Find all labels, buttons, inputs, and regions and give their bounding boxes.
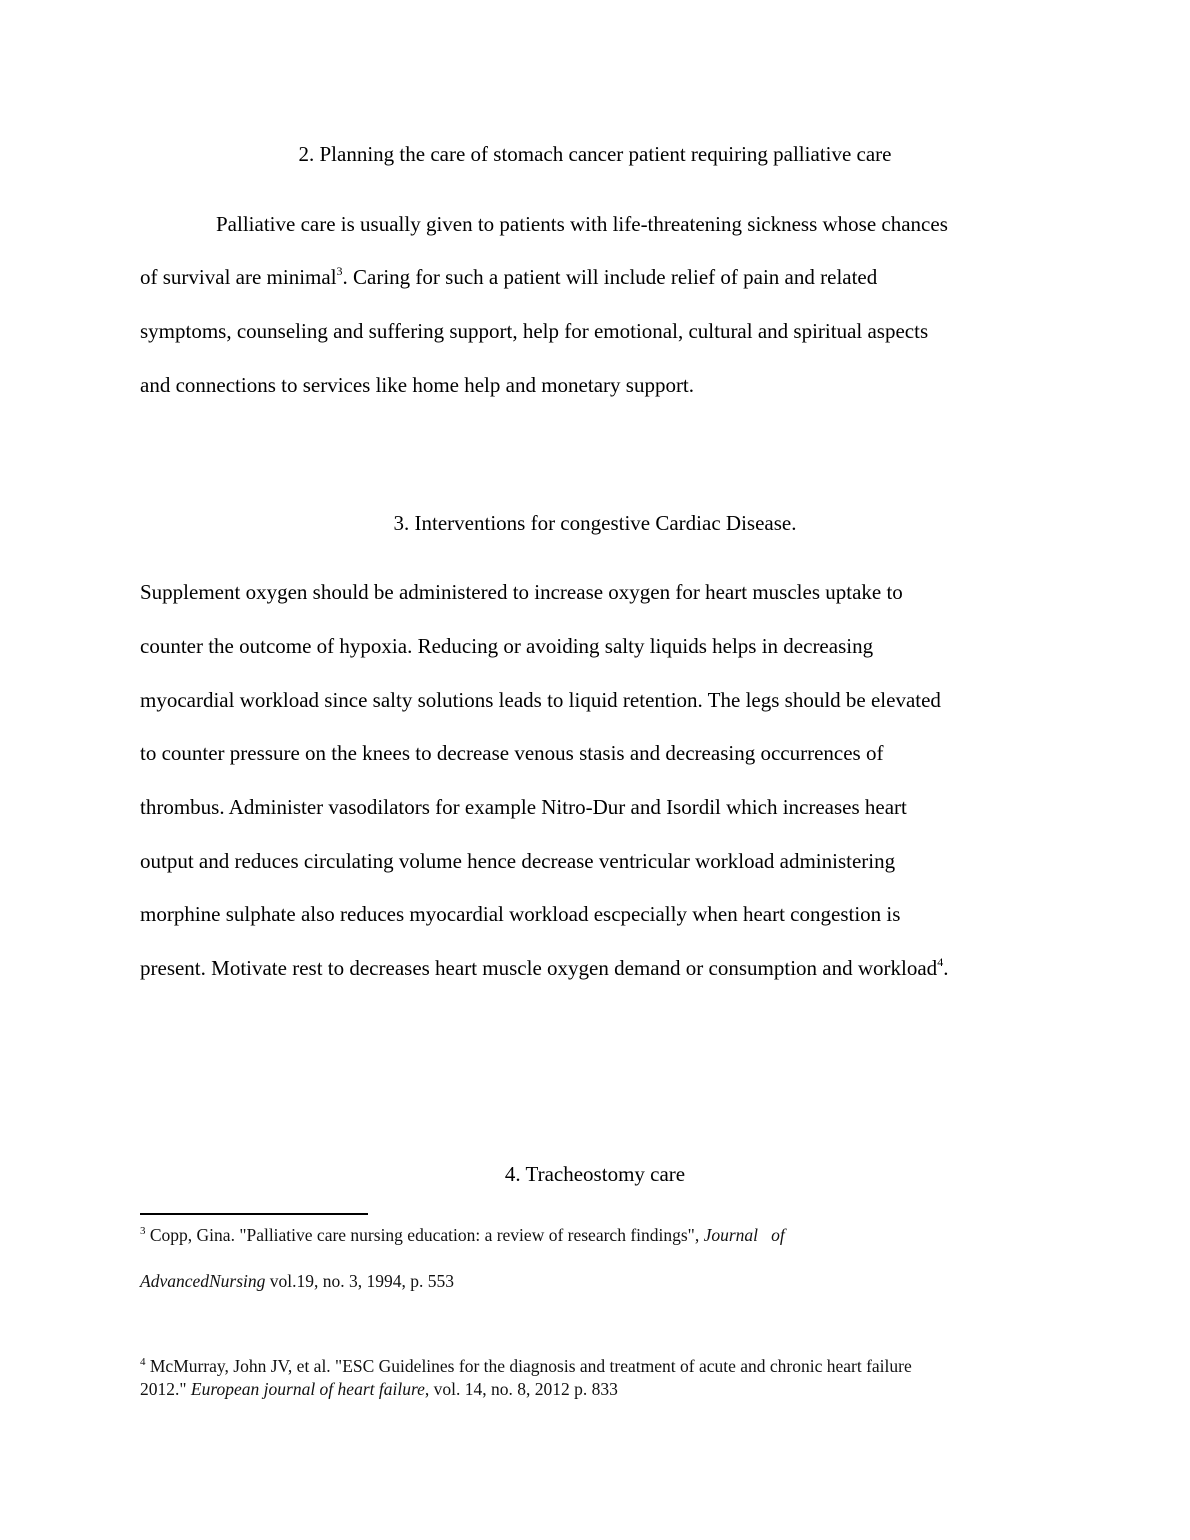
paragraph-line: Palliative care is usually given to patients with life-threatening sickness whose chances — [216, 212, 948, 236]
paragraph-line: morphine sulphate also reduces myocardial workload escpecially when heart congestion is — [140, 902, 901, 926]
footnote-text: , vol. 14, no. 8, 2012 p. 833 — [424, 1379, 618, 1399]
footnote-text: McMurray, John JV, et al. "ESC Guidelines for the diagnosis and treatment of acute and chronic heart failure — [145, 1356, 912, 1376]
footnote-separator — [140, 1213, 368, 1215]
paragraph-text: present. Motivate rest to decreases heart muscle oxygen demand or consumption and workload — [140, 956, 938, 980]
footnote-3-continued — [140, 1269, 454, 1293]
footnote-3 — [140, 1223, 785, 1247]
paragraph-text: of survival are minimal — [140, 265, 337, 289]
footnote-text: Copp, Gina. "Palliative care nursing education: a review of research findings", — [145, 1225, 704, 1245]
footnote-text: 2012." — [140, 1379, 191, 1399]
paragraph-text: . Caring for such a patient will include relief of pain and related — [342, 265, 878, 289]
footnote-4 — [140, 1354, 912, 1378]
paragraph-line: counter the outcome of hypoxia. Reducing or avoiding salty liquids helps in decreasing — [140, 634, 874, 658]
paragraph-line: output and reduces circulating volume hence decrease ventricular workload administering — [140, 849, 896, 873]
footnote-journal: AdvancedNursing — [140, 1271, 266, 1291]
section-3-heading: 3. Interventions for congestive Cardiac Disease. — [393, 511, 797, 535]
paragraph-line: myocardial workload since salty solutions leads to liquid retention. The legs should be elevated — [140, 688, 941, 712]
section-2-heading: 2. Planning the care of stomach cancer patient requiring palliative care — [298, 142, 892, 166]
footnote-journal: European journal of heart failure — [190, 1379, 425, 1399]
paragraph-line: to counter pressure on the knees to decrease venous stasis and decreasing occurrences of — [140, 741, 884, 765]
paragraph-line — [140, 954, 948, 982]
footnote-mark: 3 — [140, 1225, 146, 1237]
footnote-4-continued — [140, 1377, 618, 1401]
paragraph-line: symptoms, counseling and suffering support, help for emotional, cultural and spiritual aspects — [140, 319, 929, 343]
footnote-reference-3[interactable]: 3 — [336, 264, 343, 278]
paragraph-line — [140, 263, 877, 291]
section-4-heading: 4. Tracheostomy care — [504, 1162, 686, 1186]
footnote-text: vol.19, no. 3, 1994, p. 553 — [265, 1271, 455, 1291]
paragraph-line: and connections to services like home help and monetary support. — [140, 373, 695, 397]
paragraph-line: thrombus. Administer vasodilators for example Nitro-Dur and Isordil which increases heart — [140, 795, 907, 819]
footnote-mark: 4 — [140, 1356, 146, 1368]
paragraph-text: . — [943, 956, 949, 980]
footnote-journal: Journal of — [703, 1225, 785, 1245]
paragraph-line: Supplement oxygen should be administered to increase oxygen for heart muscles uptake to — [140, 580, 903, 604]
footnote-reference-4[interactable]: 4 — [937, 955, 944, 969]
